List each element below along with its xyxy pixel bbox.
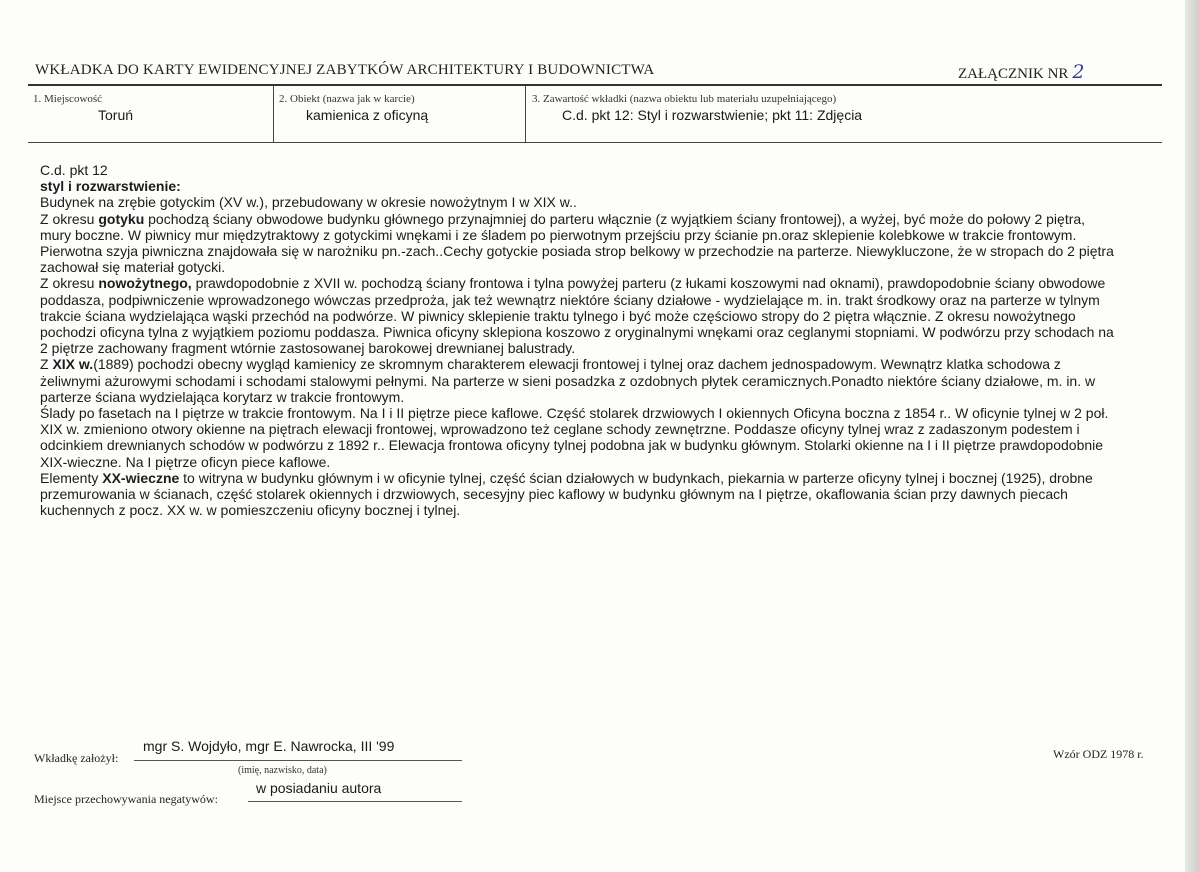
traces-paragraph: Ślady po fasetach na I piętrze w trakcie frontowym. Na I i II piętrze piece kaflowe. Część stolarek drzwiowych I okiennych Oficyna boczna z 1854 r.. W oficynie tylnej w 2 poł. XIX w. zmieniono otwory okienne na piętrach elewacji frontowej, wprowadzono też ceglane schody zewnętrzne. Poddasze oficyny tylnej wraz z zadaszonym podestem i odcinkiem drewnianych schodów w podwórzu z 1892 r.. Elewacja frontowa oficyny tylnej podobna jak w budynku głównym. Stolarki okienne na I i II piętrze prawdopodobnie XIX-wieczne. Na I piętrze oficyn piece kaflowe. xyxy=(40,405,1109,470)
author-label: Wkładkę założył: xyxy=(34,751,119,765)
form-title: WKŁADKA DO KARTY EWIDENCYJNEJ ZABYTKÓW ARCHITEKTURY I BUDOWNICTWA xyxy=(35,62,655,78)
author-note: (imię, nazwisko, data) xyxy=(238,765,327,776)
field-divider-1 xyxy=(273,86,274,142)
page-edge xyxy=(1185,0,1199,872)
storage-value: w posiadaniu autora xyxy=(256,780,382,796)
field-divider-2 xyxy=(525,86,526,142)
19th-century-paragraph: Z XIX w.(1889) pochodzi obecny wygląd kamienicy ze skromnym charakterem elewacji frontowej i tylnej oraz dachem jednospadowym. Wewnątrz klatka schodowa z żeliwnymi ażurowymi schodami i schodami stalowymi pełnymi. Na parterze w sieni posadzka z ozdobnych płytek ceramicznych.Ponadto niektóre ściany działowe, m. in. w parterze ściana wydzielająca korytarz w trakcie frontowym. xyxy=(40,356,1096,405)
field-object-label: 2. Obiekt (nazwa jak w karcie) xyxy=(279,93,415,105)
field-object-value: kamienica z oficyną xyxy=(306,107,429,123)
section-heading: styl i rozwarstwienie: xyxy=(40,178,181,195)
storage-underline xyxy=(248,801,462,802)
intro-paragraph: Budynek na zrębie gotyckim (XV w.), przebudowany w okresie nowożytnym I w XIX w.. xyxy=(40,194,577,211)
document-body xyxy=(40,162,1120,518)
field-locality-value: Toruń xyxy=(98,107,134,123)
field-locality-label: 1. Miejscowość xyxy=(33,93,103,105)
field-contents-label: 3. Zawartość wkładki (nazwa obiektu lub materiału uzupełniającego) xyxy=(532,93,837,105)
storage-label: Miejsce przechowywania negatywów: xyxy=(34,792,218,806)
header-top-rule xyxy=(28,84,1162,86)
author-value: mgr S. Wojdyło, mgr E. Nawrocka, III '99 xyxy=(143,738,395,754)
20th-century-paragraph: Elementy XX-wieczne to witryna w budynku głównym i w oficynie tylnej, część ścian działowych w budynkach, piekarnia w parterze oficyny tylnej i bocznej (1925), drobne przemurowania w ścianach, część stolarek okiennych i drzwiowych, secesyjny piec kaflowy w budynku głównym na I piętrze, okaflowania ścian przy dawnych piecach kuchennych z pocz. XX w. w pomieszczeniu oficyny bocznej i tylnej. xyxy=(40,469,1093,519)
field-contents-value: C.d. pkt 12: Styl i rozwarstwienie; pkt 11: Zdjęcia xyxy=(562,107,863,123)
annex-number xyxy=(958,61,1085,83)
form-version: Wzór ODZ 1978 r. xyxy=(1053,747,1144,761)
annex-number-handwritten: 2 xyxy=(1072,61,1085,83)
author-underline xyxy=(134,760,462,761)
gothic-paragraph: Z okresu gotyku pochodzą ściany obwodowe budynku głównego przynajmniej do parteru włącznie (z wyjątkiem ściany frontowej), a wyżej, być może do połowy 2 piętra, mury boczne. W piwnicy mur międzytraktowy z gotyckimi wnękami i ze śladem po pierwotnym przejściu przy ścianie pn.oraz sklepienie kolebkowe w trakcie frontowym. Pierwotna szyja piwniczna znajdowała się w narożniku pn.-zach..Cechy gotyckie posiada strop belkowy w przechodzie na parterze. Niewykluczone, że w stropach do 2 piętra zachował się materiał gotycki. xyxy=(40,210,1114,276)
modern-paragraph: Z okresu nowożytnego, prawdopodobnie z XVII w. pochodzą ściany frontowa i tylna powyżej parteru (z łukami koszowymi nad oknami), prawdopodobnie ściany obwodowe poddasza, podpiwniczenie wprowadzonego wówczas przedproża, jak też wewnątrz niektóre ściany działowe - wydzielające m. in. trakt środkowy oraz na parterze w tylnym trakcie ściana wydzielająca wąski przechód na podwórze. W piwnicy sklepienie traktu tylnego i być może częściowo stropy do 2 piętra włącznie. Z okresu nowożytnego pochodzi oficyna tylna z wyjątkiem poziomu poddasza. Piwnica oficyny sklepiona koszowo z oryginalnymi wnękami oraz ceglanymi stopniami. W podwórzu przy schodach na 2 piętrze zachowany fragment wtórnie zastosowanej barokowej drewnianej balustrady. xyxy=(40,275,1114,357)
annex-label: ZAŁĄCZNIK NR xyxy=(958,66,1069,82)
header-bottom-rule xyxy=(28,142,1162,143)
section-ref: C.d. pkt 12 xyxy=(40,162,108,178)
